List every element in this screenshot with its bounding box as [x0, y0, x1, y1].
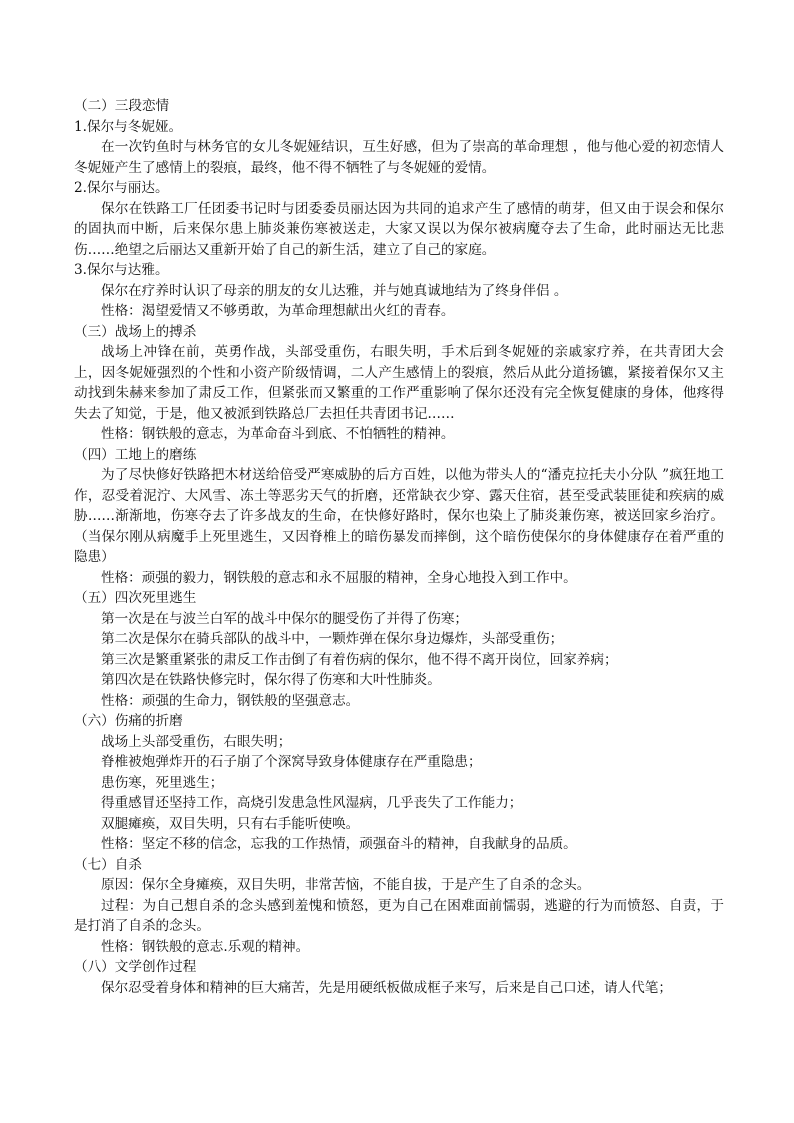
section-heading: （六）伤痛的折磨: [74, 713, 183, 729]
paragraph: 保尔忍受着身体和精神的巨大痛苦，先是用硬纸板做成框子来写，后来是自己口述，请人代笔；: [101, 979, 672, 996]
paragraph: 第一次是在与波兰白军的战斗中保尔的腿受伤了并得了伤寒；: [101, 610, 469, 627]
paragraph: 在一次钓鱼时与林务官的女儿冬妮娅结识，互生好感，但为了崇高的革命理想 ，他与他心爱的初恋情人冬妮娅产生了感情上的裂痕，最终，他不得不牺牲了与冬妮娅的爱情。: [74, 139, 724, 176]
paragraph: 第三次是繁重紧张的肃反工作击倒了有着伤病的保尔，他不得不离开岗位，回家养病；: [101, 651, 618, 668]
paragraph: 脊椎被炮弹炸开的石子崩了个深窝导致身体健康存在严重隐患；: [101, 754, 482, 770]
document-body: [74, 96, 724, 998]
subheading: 3.保尔与达雅。: [74, 262, 169, 278]
paragraph: 保尔在铁路工厂任团委书记时与团委委员丽达因为共同的追求产生了感情的萌芽，但又由于误会和保尔的固执而中断，后来保尔患上肺炎兼伤寒被送走，大家又误以为保尔被病魔夺去了生命，此时丽达无比悲伤……绝望之后丽达又重新开始了自己的新生活，建立了自己的家庭。: [74, 200, 724, 258]
paragraph: 保尔在疗养时认识了母亲的朋友的女儿达雅，并与她真诚地结为了终身伴侣 。: [101, 282, 568, 299]
section: [74, 588, 724, 711]
paragraph: 战场上头部受重伤，右眼失明；: [101, 733, 292, 750]
paragraph: 性格：渴望爱情又不够勇敢，为革命理想献出火红的青春。: [101, 303, 455, 319]
paragraph: 第四次是在铁路快修完时，保尔得了伤寒和大叶性肺炎。: [101, 672, 441, 688]
paragraph: 得重感冒还坚持工作，高烧引发患急性风湿病，几乎丧失了工作能力；: [101, 795, 523, 811]
paragraph: 第二次是保尔在骑兵部队的战斗中，一颗炸弹在保尔身边爆炸，头部受重伤；: [101, 631, 564, 647]
paragraph: 性格：钢铁般的意志，为革命奋斗到底、不怕牺牲的精神。: [101, 426, 455, 442]
section: [74, 855, 724, 958]
subheading: 1.保尔与冬妮娅。: [74, 118, 183, 135]
section-heading: （五）四次死里逃生: [74, 590, 197, 606]
paragraph: 患伤寒，死里逃生；: [101, 774, 224, 791]
paragraph: 性格：钢铁般的意志.乐观的精神。: [101, 938, 310, 955]
section-heading: （三）战场上的搏杀: [74, 323, 197, 340]
paragraph: 性格：顽强的毅力，钢铁般的意志和永不屈服的精神，全身心地投入到工作中。: [101, 569, 577, 586]
section-heading: （七）自杀: [74, 856, 142, 873]
section: [74, 711, 724, 855]
paragraph: 性格：坚定不移的信念，忘我的工作热情，顽强奋斗的精神，自我献身的品质。: [101, 836, 577, 852]
paragraph: 原因：保尔全身瘫痪，双目失明，非常苦恼，不能自拔，于是产生了自杀的念头。: [101, 877, 591, 893]
paragraph: 为了尽快修好铁路把木材送给倍受严寒威胁的后方百姓，以他为带头人的“潘克拉托夫小分队 ”疯狂地工作，忍受着泥泞、大风雪、冻土等恶劣天气的折磨，还常缺衣少穿、露天住宿，甚至受武装匪徒和疾病的威胁……渐渐地，伤寒夺去了许多战友的生命，在快修好路时，保尔也染上了肺炎兼伤寒，被送回家乡治疗。（当保尔刚从病魔手上死里逃生，又因脊椎上的暗伤暴发而摔倒，这个暗伤使保尔的身体健康存在着严重的隐患）: [74, 467, 724, 565]
section: [74, 957, 724, 998]
paragraph: 性格：顽强的生命力，钢铁般的坚强意志。: [101, 692, 360, 709]
paragraph: 双腿瘫痪，双目失明，只有右手能听使唤。: [101, 815, 360, 832]
section: [74, 96, 724, 322]
section: [74, 322, 724, 445]
section-heading: （二）三段恋情: [74, 98, 170, 114]
paragraph: 战场上冲锋在前，英勇作战，头部受重伤，右眼失明，手术后到冬妮娅的亲戚家疗养，在共青团大会上，因冬妮娅强烈的个性和小资产阶级情调，二人产生感情上的裂痕，然后从此分道扬镳，紧接着保尔又主动找到朱赫来参加了肃反工作，但紧张而又繁重的工作严重影响了保尔还没有完全恢复健康的身体，他疼得失去了知觉，于是，他又被派到铁路总厂去担任共青团书记……: [74, 344, 724, 422]
section: [74, 445, 724, 589]
section-heading: （四）工地上的磨练: [74, 446, 197, 463]
paragraph: 过程：为自己想自杀的念头感到羞愧和愤怒，更为自己在困难面前懦弱，逃避的行为而愤怒、自责，于是打消了自杀的念头。: [74, 897, 724, 934]
section-heading: （八）文学创作过程: [74, 959, 197, 975]
subheading: 2.保尔与丽达。: [74, 180, 169, 196]
